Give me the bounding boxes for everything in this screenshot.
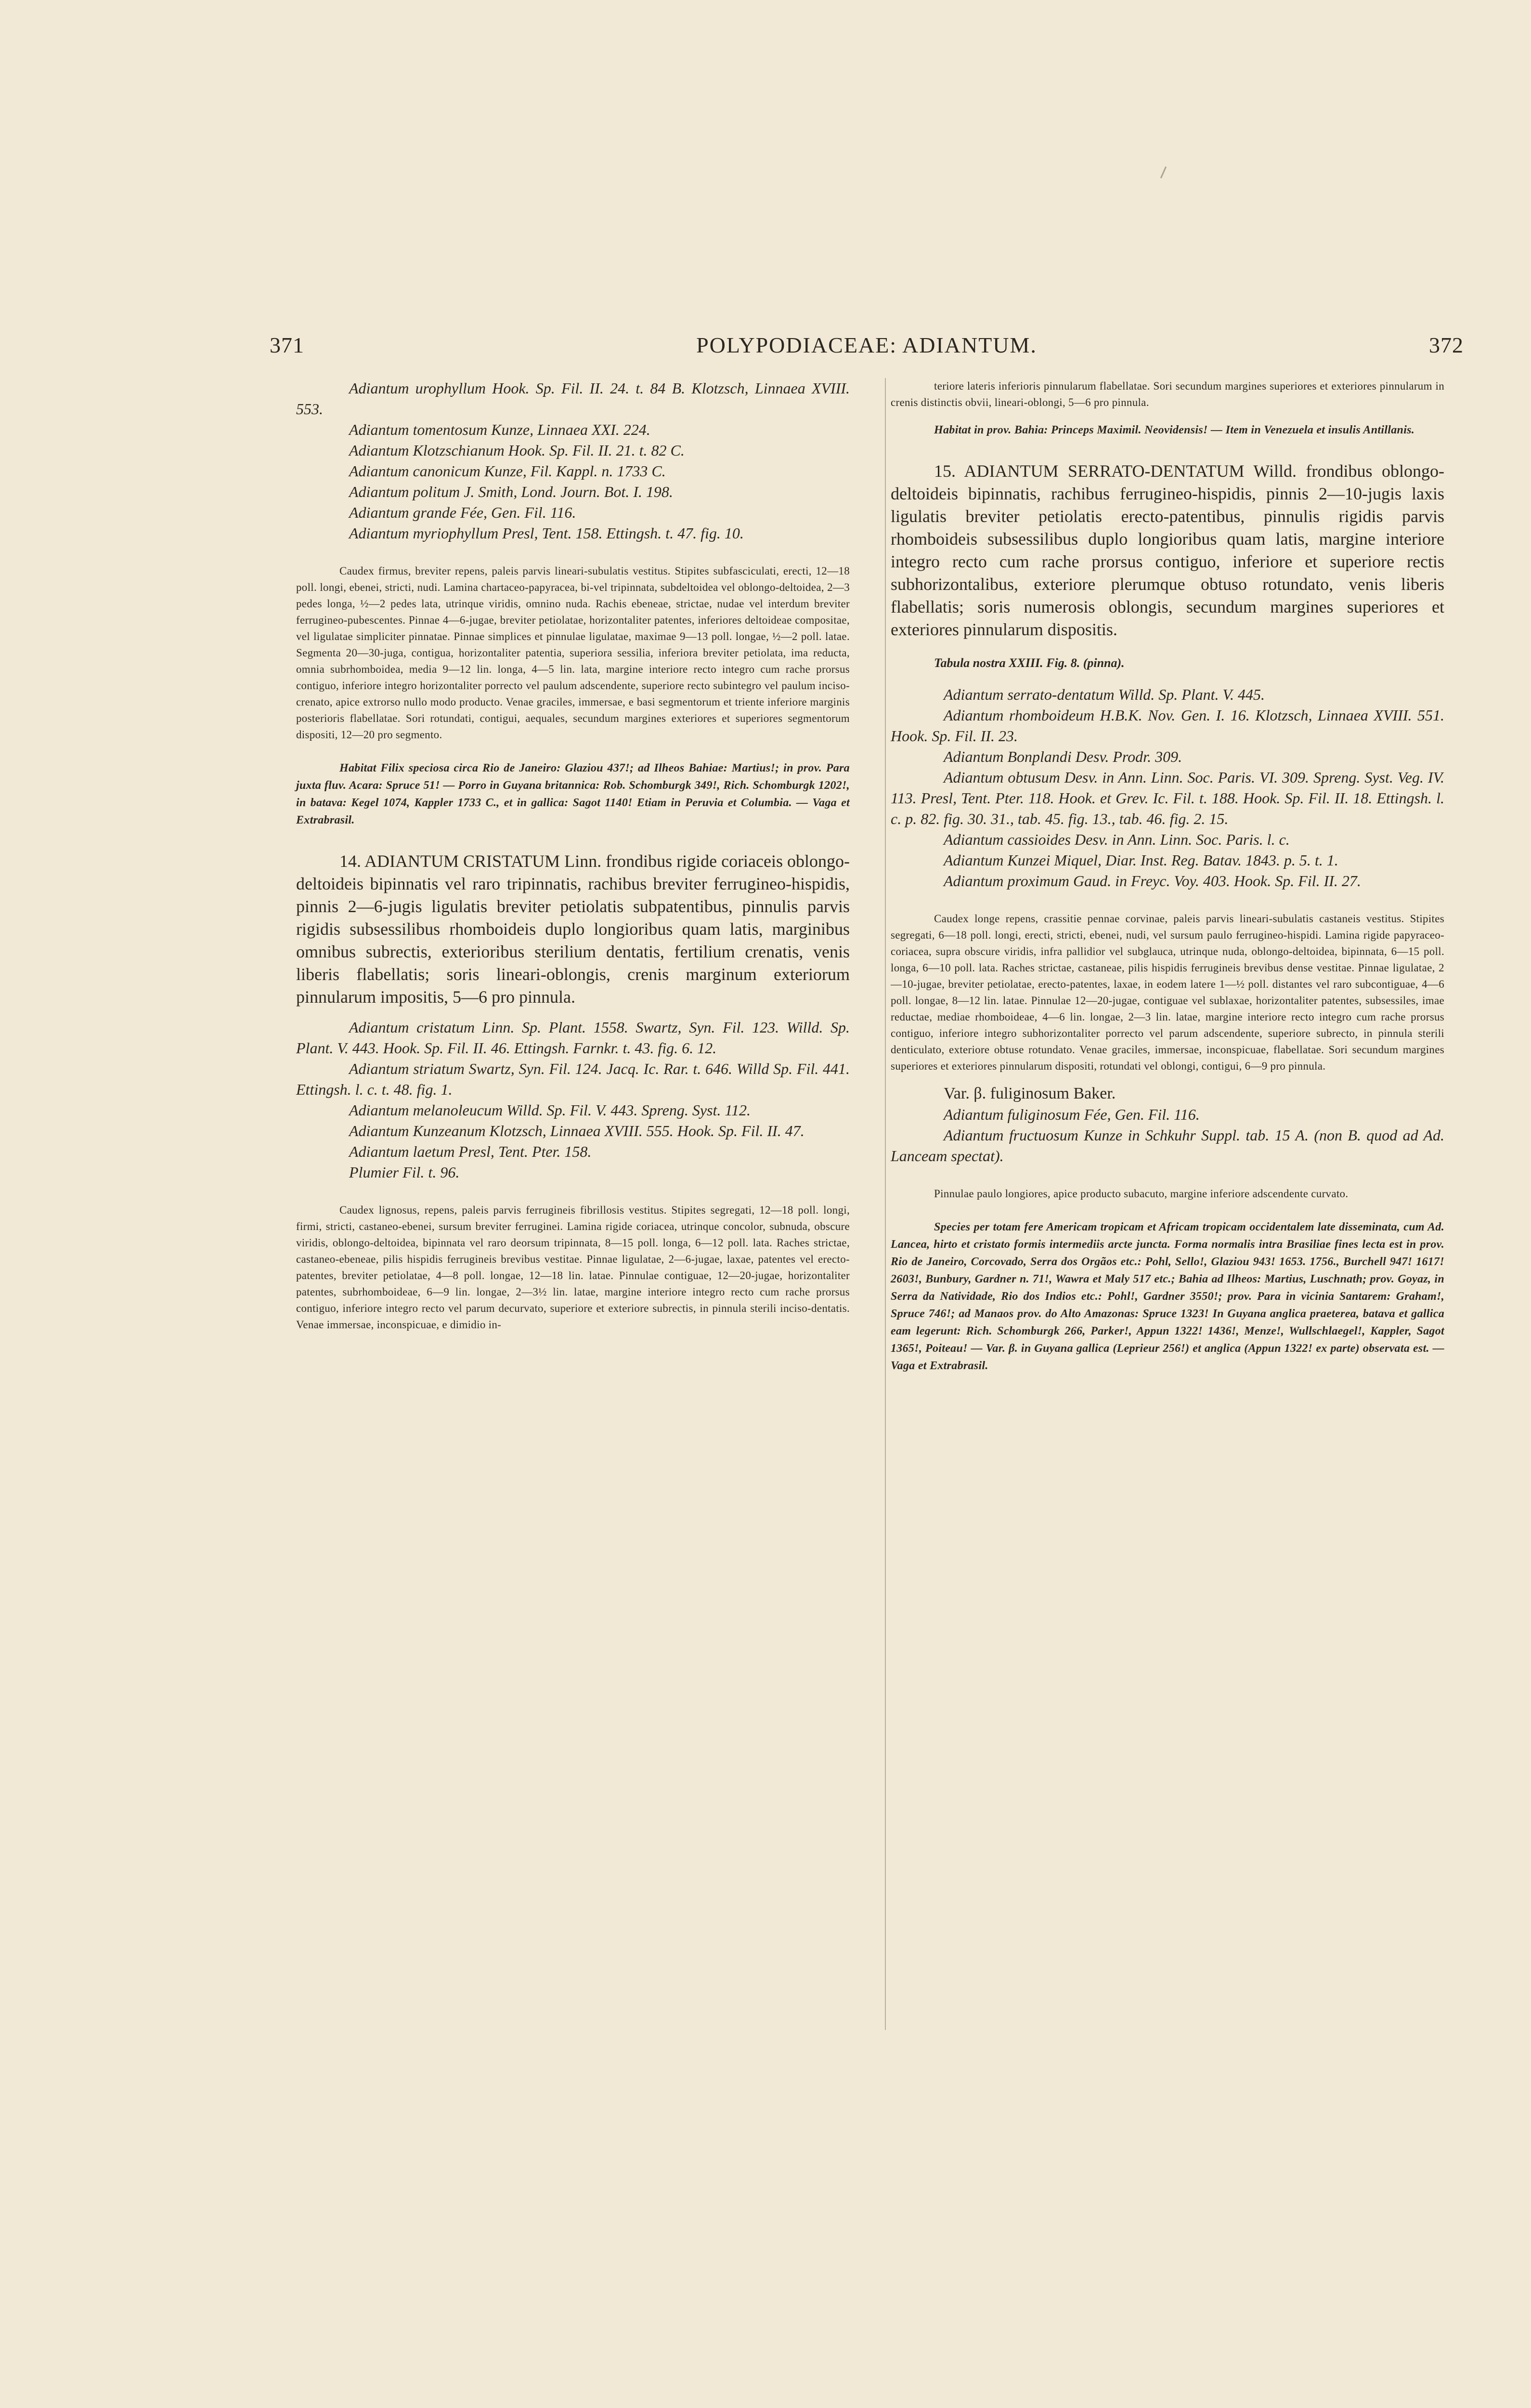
variety-description: Pinnulae paulo longiores, apice producto subacuto, margine inferiore adscendente curvato. <box>934 1188 1349 1200</box>
synonym: Adiantum canonicum Kunze, Fil. Kappl. n. 1733 C. <box>349 462 666 480</box>
synonym: Adiantum Kunzeanum Klotzsch, Linnaea XVIII. 555. Hook. Sp. Fil. II. 47. <box>349 1122 804 1139</box>
page-number-right: 372 <box>1429 333 1464 357</box>
habitat-paragraph: Species per totam fere Americam tropicam et Africam tropicam occidentalem late disseminata, cum Ad. Lancea, hirto et cristato formis intermediis arcte juncta. Forma normalis intra Brasiliae fines lecta est in prov. Rio de Janeiro, Corcovado, Serra dos Orgãos etc.: Pohl, Sello!, Glaziou 943! 1653. 1756., Burchell 947! 1617! 2603!, Bunbury, Gardner n. 71!, Wawra et Maly 517 etc.; Bahia ad Ilheos: Martius, Luschnath; prov. Goyaz, in Serra da Natividade, Rio dos Indios etc.: Pohl!, Gardner 3550!; prov. Para in vicinia Santarem: Graham!, Spruce 746!; ad Manaos prov. do Alto Amazonas: Spruce 1323! In Guyana anglica praeterea, batava et gallica eam legerunt: Rich. Schomburgk 266, Parker!, Appun 1322! 1436!, Menze!, Wullschlaegel!, Kappler, Sagot 1365!, Poiteau! — Var. β. in Guyana gallica (Leprieur 256!) et anglica (Appun 1322! ex parte) observata est. — Vaga et Extrabrasil. <box>891 1221 1444 1372</box>
right-column <box>891 378 1444 1374</box>
habitat-paragraph: Habitat Filix speciosa circa Rio de Janeiro: Glaziou 437!; ad Ilheos Bahiae: Martius!; in prov. Para juxta fluv. Acara: Spruce 51! — Porro in Guyana britannica: Rob. Schomburgk 349!, Rich. Schomburgk 1202!, in batava: Kegel 1074, Kappler 1733 C., et in gallica: Sagot 1140! Etiam in Peruvia et Columbia. — Vaga et Extrabrasil. <box>296 762 850 826</box>
left-column <box>296 378 850 1333</box>
synonym: Adiantum serrato-dentatum Willd. Sp. Plant. V. 445. <box>944 686 1265 703</box>
synonym: Adiantum tomentosum Kunze, Linnaea XXI. 224. <box>349 421 650 438</box>
synonym: Plumier Fil. t. 96. <box>349 1164 460 1181</box>
description-paragraph: Caudex longe repens, crassitie pennae corvinae, paleis parvis lineari-subulatis castaneis vestitus. Stipites segregati, 6—18 poll. longi, erecti, stricti, ebenei, nudi, vel sursum paulo ferrugineo-hispidi. Lamina rigide papyraceo-coriacea, supra obscure viridis, infra pallidior vel subglauca, utrinque nuda, oblongo-deltoidea, bipinnata, 6—15 poll. longa, 6—10 poll. lata. Raches strictae, castaneae, pilis hispidis ferrugineis brevibus dense vestitae. Pinnae ligulatae, 2—10-jugae, breviter petiolatae, erecto-patentes, laxae, in eodem latere 1—½ poll. distantes vel raro subcontiguae, 4—6 poll. longae, 8—12 lin. latae. Pinnulae 12—20-jugae, contiguae vel sublaxae, horizontaliter patentes, subsessiles, imae reductae, mediae rhomboideae, 4—6 lin. longae, 2—3 lin. latae, margine interiore recto integro cum rache prorsus contiguo, inferiore integro subhorizontaliter porrecto vel parum adscendente, superiore subrecto, in pinnula sterili denticulato, exteriore obtuse rotundato. Venae graciles, immersae, inconspicuae, flabellatae. Sori secundum margines superiores et exteriores pinnularum dispositi, rotundati vel oblongi, contigui, 6—9 pro pinnula. <box>891 913 1444 1072</box>
running-title: POLYPODIACEAE: ADIANTUM. <box>696 333 1037 357</box>
synonym: Adiantum cristatum Linn. Sp. Plant. 1558. Swartz, Syn. Fil. 123. Willd. Sp. Plant. V. 443. Hook. Sp. Fil. II. 46. Ettingsh. Farnkr. t. 43. fig. 6. 12. <box>296 1019 850 1057</box>
synonym: Adiantum myriophyllum Presl, Tent. 158. Ettingsh. t. 47. fig. 10. <box>349 524 744 542</box>
synonym: Adiantum grande Fée, Gen. Fil. 116. <box>349 504 576 521</box>
variety-heading: Var. β. fuliginosum Baker. <box>944 1085 1116 1102</box>
column-divider <box>885 378 886 2030</box>
synonym: Adiantum politum J. Smith, Lond. Journ. Bot. I. 198. <box>349 483 673 500</box>
species-14-diagnosis: 14. ADIANTUM CRISTATUM Linn. frondibus rigide coriaceis oblongo-deltoideis bipinnatis vel raro tripinnatis, rachibus breviter ferrugineo-hispidis, pinnis 2—6-jugis ligulatis breviter petiolatis subpatentibus, pinnulis parvis rigidis subsessilibus rhomboideis duplo longioribus quam latis, marginibus omnibus subrectis, exterioribus sterilium dentatis, fertilium crenatis, venis liberis flabellatis; soris lineari-oblongis, crenis marginum exteriorum pinnularum impositis, 5—6 pro pinnula. <box>296 851 850 1007</box>
synonym: Adiantum obtusum Desv. in Ann. Linn. Soc. Paris. VI. 309. Spreng. Syst. Veg. IV. 113. Presl, Tent. Pter. 118. Hook. et Grev. Ic. Fil. t. 188. Hook. Sp. Fil. II. 18. Ettingsh. l. c. p. 82. fig. 30. 31., tab. 45. fig. 13., tab. 46. fig. 2. 15. <box>891 769 1444 827</box>
description-continuation: teriore lateris inferioris pinnularum flabellatae. Sori secundum margines superiores et exteriores pinnularum in crenis distinctis obvii, lineari-oblongi, 5—6 pro pinnula. <box>891 380 1444 408</box>
synonym: Adiantum cassioides Desv. in Ann. Linn. Soc. Paris. l. c. <box>944 831 1290 848</box>
synonym: Adiantum fructuosum Kunze in Schkuhr Suppl. tab. 15 A. (non B. quod ad Ad. Lanceam spectat). <box>891 1126 1444 1165</box>
synonym: Adiantum urophyllum Hook. Sp. Fil. II. 24. t. 84 B. Klotzsch, Linnaea XVIII. 553. <box>296 380 850 418</box>
synonym: Adiantum Bonplandi Desv. Prodr. 309. <box>944 748 1182 765</box>
species-15-diagnosis: 15. ADIANTUM SERRATO-DENTATUM Willd. frondibus oblongo-deltoideis bipinnatis, rachibus ferrugineo-hispidis, pinnis 2—10-jugis laxis ligulatis breviter petiolatis erecto-patentibus, pinnulis rigidis parvis rhomboideis subsessilibus duplo longioribus quam latis, margine interiore integro recto cum rache prorsus contiguo, inferiore et superiore rectis subhorizontalibus, exteriore plerumque obtuso rotundato, venis liberis flabellatis; soris numerosis oblongis, secundum margines superiores et exteriores pinnularum dispositis. <box>891 461 1444 639</box>
synonym: Adiantum Klotzschianum Hook. Sp. Fil. II. 21. t. 82 C. <box>349 442 685 459</box>
description-paragraph: Caudex firmus, breviter repens, paleis parvis lineari-subulatis vestitus. Stipites subfasciculati, erecti, 12—18 poll. longi, ebenei, stricti, nudi. Lamina chartaceo-papyracea, bi-vel tripinnata, subdeltoidea vel oblongo-deltoidea, 2—3 pedes longa, ½—2 pedes lata, utrinque viridis, omnino nuda. Rachis ebeneae, strictae, nudae vel interdum breviter ferrugineo-pubescentes. Pinnae 4—6-jugae, breviter petiolatae, horizontaliter patentes, inferiores deltoideae compositae, vel ligulatae simpliciter pinnatae. Pinnae simplices et pinnulae ligulatae, maximae 9—13 poll. longae, ½—2 poll. latae. Segmenta 20—30-juga, contigua, horizontaliter patentia, superiora sessilia, inferiora breviter petiolata, ima reducta, omnia subrhomboidea, media 9—12 lin. longa, 4—5 lin. lata, margine interiore recto integro cum rache prorsus contiguo, inferiore integro horizontaliter porrecto vel paulum adscendente, superiore recto subintegro vel paulum inciso-crenato, apice extrorso nullo modo producto. Venae graciles, immersae, e basi segmentorum et triente inferiore marginis posterioris flabellatae. Sori rotundati, contigui, aequales, secundum margines exteriores et superiores segmentorum dispositi, 12—20 pro segmento. <box>296 565 850 741</box>
synonym: Adiantum laetum Presl, Tent. Pter. 158. <box>349 1143 592 1160</box>
page-header <box>270 332 1464 371</box>
synonym: Adiantum fuliginosum Fée, Gen. Fil. 116. <box>944 1106 1200 1123</box>
page-mark <box>1160 167 1167 179</box>
synonym: Adiantum melanoleucum Willd. Sp. Fil. V. 443. Spreng. Syst. 112. <box>349 1101 751 1119</box>
synonym: Adiantum striatum Swartz, Syn. Fil. 124. Jacq. Ic. Rar. t. 646. Willd Sp. Fil. 441. Ettingsh. l. c. t. 48. fig. 1. <box>296 1060 850 1098</box>
habitat-paragraph: Habitat in prov. Bahia: Princeps Maximil. Neovidensis! — Item in Venezuela et insulis Antillanis. <box>934 424 1415 436</box>
synonym: Adiantum proximum Gaud. in Freyc. Voy. 403. Hook. Sp. Fil. II. 27. <box>944 872 1361 890</box>
plate-reference: Tabula nostra XXIII. Fig. 8. (pinna). <box>934 656 1125 670</box>
synonym: Adiantum rhomboideum H.B.K. Nov. Gen. I. 16. Klotzsch, Linnaea XVIII. 551. Hook. Sp. Fil. II. 23. <box>891 707 1444 745</box>
synonym: Adiantum Kunzei Miquel, Diar. Inst. Reg. Batav. 1843. p. 5. t. 1. <box>944 851 1338 869</box>
page-number-left: 371 <box>270 333 304 357</box>
description-paragraph: Caudex lignosus, repens, paleis parvis ferrugineis fibrillosis vestitus. Stipites segregati, 12—18 poll. longi, firmi, stricti, castaneo-ebenei, sursum breviter ferruginei. Lamina rigide coriacea, utrinque concolor, subnuda, obscure viridis, oblongo-deltoidea, bipinnata vel raro deorsum tripinnata, 8—15 poll. longa, 6—12 poll. lata. Raches strictae, castaneo-ebeneae, pilis hispidis ferrugineis brevibus vestitae. Pinnae ligulatae, 2—6-jugae, laxae, patentes vel erecto-patentes, breviter petiolatae, 4—8 poll. longae, 12—18 lin. latae. Pinnulae contiguae, 12—20-jugae, horizontaliter patentes, subrhomboideae, 6—9 lin. longae, 2—3½ lin. latae, margine interiore integro recto cum rache prorsus contiguo, inferiore integro recto vel parum decurvato, superiore et exteriore subrectis, in pinnula sterili inciso-dentatis. Venae immersae, inconspicuae, e dimidio in- <box>296 1204 850 1331</box>
